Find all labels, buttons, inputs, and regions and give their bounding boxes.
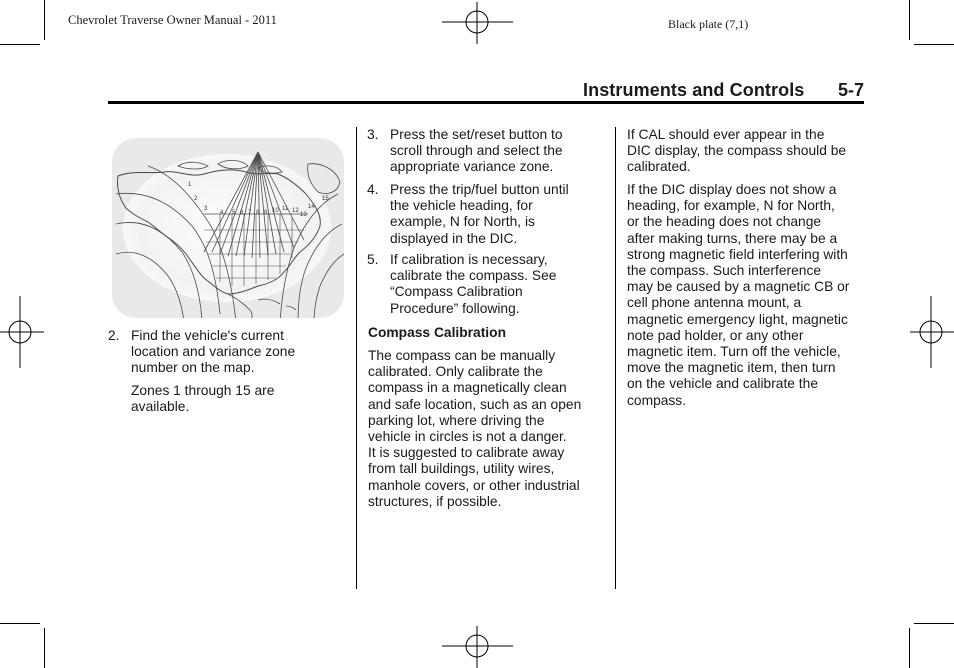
text-line: magnetic emergency light, magnetic	[627, 311, 848, 327]
zone-label: 2	[194, 196, 198, 202]
header-rule	[108, 101, 864, 104]
text-line: heading, for example, N for North,	[627, 198, 835, 214]
text-line: location and variance zone	[131, 344, 296, 360]
step-text	[131, 328, 295, 377]
zone-label: 14	[308, 204, 315, 210]
text-line: the compass. Such interference	[627, 263, 822, 279]
text-line: compass.	[627, 392, 687, 408]
zones-note	[131, 383, 346, 415]
text-line: from tall buildings, utility wires,	[368, 461, 555, 477]
text-line: scroll through and select the	[390, 143, 563, 159]
zone-label: 11	[282, 206, 289, 212]
text-line: available.	[131, 399, 190, 415]
text-line: compass in a magnetically clean	[368, 380, 567, 396]
text-line: parking lot, where driving the	[368, 412, 545, 428]
text-line: number on the map.	[131, 360, 255, 376]
crop-mark	[0, 44, 40, 45]
text-line: magnetic item. Turn off the vehicle,	[627, 344, 841, 360]
text-line: If CAL should ever appear in the	[627, 127, 825, 142]
zone-label: 5	[232, 210, 236, 216]
interference-paragraph	[627, 182, 867, 409]
text-line: structures, if possible.	[368, 493, 502, 509]
zone-label: 7	[248, 210, 252, 216]
zone-label: 4	[220, 210, 224, 216]
cal-paragraph	[627, 127, 867, 176]
compass-calibration-heading: Compass Calibration	[368, 325, 506, 340]
step-text	[390, 252, 556, 317]
calibration-paragraph	[368, 348, 613, 510]
step-text	[390, 127, 563, 176]
plate-label: Black plate (7,1)	[668, 17, 749, 31]
crop-mark	[909, 628, 910, 668]
step-number: 3.	[367, 127, 379, 142]
text-line: Find the vehicle's current	[131, 328, 284, 343]
variance-zone-map	[108, 134, 346, 324]
section-title: Instruments and Controls	[583, 80, 805, 100]
text-line: and safe location, such as an open	[368, 396, 582, 412]
registration-target-icon	[442, 2, 514, 46]
crop-mark	[914, 623, 954, 624]
text-line: example, N for North, is	[390, 214, 535, 230]
crop-mark	[44, 628, 45, 668]
text-line: If the DIC display does not show a	[627, 182, 837, 197]
text-line: may be caused by a magnetic CB or	[627, 279, 850, 295]
zone-label: 1	[188, 182, 192, 188]
text-line: note pad holder, or any other	[627, 327, 804, 343]
text-line: Press the trip/fuel button until	[390, 182, 569, 197]
text-line: If calibration is necessary,	[390, 252, 548, 267]
page-number: 5-7	[838, 80, 865, 100]
step-number: 5.	[367, 252, 379, 267]
step-number: 2.	[108, 328, 120, 343]
zone-label: 9	[264, 210, 268, 216]
text-line: vehicle in circles is not a danger.	[368, 429, 567, 445]
text-line: calibrate the compass. See	[390, 268, 557, 284]
registration-target-icon	[0, 296, 46, 368]
text-line: calibrated. Only calibrate the	[368, 364, 543, 380]
text-line: after making turns, there may be a	[627, 230, 838, 246]
zone-label: 3	[204, 206, 208, 212]
zone-label: 13	[300, 212, 307, 218]
text-line: the vehicle heading, for	[390, 198, 533, 214]
zone-label: 8	[256, 210, 260, 216]
text-line: on the vehicle and calibrate the	[627, 376, 818, 392]
text-line: or the heading does not change	[627, 214, 822, 230]
zone-label: 15	[322, 196, 329, 202]
text-line: calibrated.	[627, 159, 691, 175]
zone-label: 6	[240, 210, 244, 216]
text-line: strong magnetic field interfering with	[627, 246, 848, 262]
registration-target-icon	[442, 624, 514, 668]
crop-mark	[914, 44, 954, 45]
text-line: The compass can be manually	[368, 348, 556, 363]
manual-title: Chevrolet Traverse Owner Manual - 2011	[68, 13, 277, 27]
text-line: “Compass Calibration	[390, 284, 523, 300]
crop-mark	[44, 0, 45, 40]
zone-label: 12	[292, 208, 299, 214]
crop-mark	[0, 623, 40, 624]
column-divider	[356, 127, 357, 589]
text-line: appropriate variance zone.	[390, 159, 554, 175]
step-text	[390, 182, 569, 247]
registration-target-icon	[908, 296, 954, 368]
text-line: Press the set/reset button to	[390, 127, 563, 142]
text-line: DIC display, the compass should be	[627, 143, 847, 159]
step-number: 4.	[367, 182, 379, 197]
crop-mark	[909, 0, 910, 40]
zone-label: 10	[272, 208, 279, 214]
text-line: Procedure” following.	[390, 300, 520, 316]
text-line: It is suggested to calibrate away	[368, 445, 565, 461]
text-line: move the magnetic item, then turn	[627, 360, 836, 376]
text-line: Zones 1 through 15 are	[131, 383, 275, 398]
text-line: manhole covers, or other industrial	[368, 477, 580, 493]
text-line: cell phone antenna mount, a	[627, 295, 802, 311]
column-divider	[615, 127, 616, 589]
text-line: displayed in the DIC.	[390, 230, 518, 246]
